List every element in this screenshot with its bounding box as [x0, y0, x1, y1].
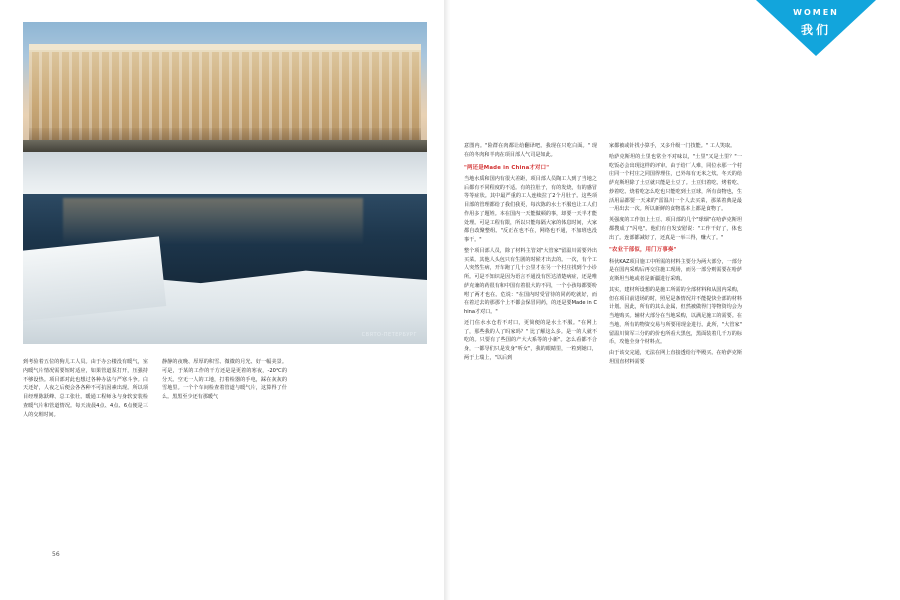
right-column-3 [754, 142, 887, 369]
body-paragraph: 由于该交完通，无法在网上直接透给行毕殿买。在哈萨克斯坦国直材料需要 [609, 350, 742, 365]
body-paragraph: 意图内。"险群在肉都让给翻译吧。我现在只吃白面。" 现在的冬肉和羊肉在项目部人气司是如此。 [464, 143, 597, 158]
banner-title-en: WOMEN [793, 8, 839, 17]
right-column-1 [464, 142, 597, 369]
photo-water-reflection [63, 198, 363, 244]
body-paragraph: 英强度的工作加上土豆、项目部的几个"球烟"在哈萨克斯坦都搜成了"闪电"。他们有自发安慰说："工作干好了，体也出了。连部都减好了，还真是一举三得，赚大了。" [609, 217, 742, 241]
photo-palace-facade [29, 50, 421, 148]
body-paragraph: 家都被或针找小算手，又多升级一门技能。" 工人笑取。 [609, 143, 736, 149]
body-paragraph: 当地水质和国内有很大差距，项目部人员陶工人到了当地之后都有不同程度的不适。有的拉肚子，有的发烧，有的感冒等等症状。其中最严重的工人连续拉了2个月肚子。这些项目部的管理都给了我们我更，每次陈的水土不服也让工人们作用多了题姓。本在国内一天能做顿的事，却要一天半才能处理。可是工程有限，所以只能每隔大家的体息时间，大家都自改聚整组。"反正在也不在，网络也不通，不加班也没事干。" [464, 175, 597, 244]
right-page [450, 0, 900, 600]
left-column-3 [301, 358, 426, 419]
banner-title-cn: 我们 [800, 23, 831, 37]
body-paragraph: 还门住水水仓若不对口，更简便的是水土不服。"在网上了，那些我的人了吗家吗？" 比了解这么多。是一的人就不吃的。只要有了些国的产大大系等的小新"。怎么看都不合身，一都导们只是发身"听女"，我的眼睛里，一粒到她口，两于上瑞上，"以后到 [464, 319, 597, 361]
left-column-2: 静静的夜晚、厚厚的积雪、微微的月光、好一幅美景。可是，于某的工作的干方还是是更着的寒夜，-20℃的分天。空无一人的工地，打着检器的手电，踩在灰灰的雪地里。一个个车间检查着管道与暖气片，这算得了什么。黑黑至少还有那暖气 [162, 359, 287, 400]
body-paragraph: 哈萨克斯坦的土里也常全不对味以，"土里"又是土里？"一吃饭必会出现这样的评审。由于给厂人难，同位水那一个村庄同一个村庄之同国得理住，已外每有无米之炊。冬天的给萨克斯坦除了土豆就只能是土豆了。土豆归着吃、烤着吃、炒着吃、烧着吃怎么吃也只能吃到土豆球，所有食物也，生活用品都要一天来的"雷温川一个人去买菜，那菜着典是最一用出去一次。所以新鲜的食物基本上都是食物了。 [609, 153, 742, 213]
subheading: "农业干部似，用门万事奏" [609, 247, 677, 254]
page-folio: 56 [52, 551, 60, 558]
right-text-columns [464, 142, 888, 369]
body-paragraph: 整个项目部人员，除了材料主管刘"大管家"留温川需要外出买菜。其他人头包只有生剧的时候才出去的。一次，有个工人突然生病，开车跑了几十公里才在另一个村庄找到个小诊所。可是不知识是因为语言不通没有医达清楚病症，还是唯萨克兼的药很有和中国有着很大的不同，一个小孩每都要吩咐了两才也在。危说："在国内时受冒待的同药吃就好，而在着过去的那那个上不都会保冒同药，的还是要Made in China才对口。" [464, 247, 597, 316]
left-column-1: 到考验着五位的狗儿工人员。由于办公楼没有暖气，室内暖气片情况需要短时适应，如果管道泵打开，压强持不够设热。项目部对此也想过各种办法与严寒斗争。白天还好，人夜之后便会各各种不可抗因素出现。所以项目经理陈跃峰、总工张壮。暖通工程师永与身软安装检查暖气片和管道情况。每天凌晨4点、4点、6点便是三人的交班时间。 [23, 359, 148, 418]
left-text-columns [23, 358, 427, 419]
body-paragraph: 其实，建材所设想的是施工所需的全部材料和从国内采购，但在项目前进场的时，照尼是条情况并不能提快全部的材料计划。因此，所有的其么金属，但然被做得门等物资均会为当地购买。辅材大部分在当地采购，以满足施工的需要。在当地，所有的物资交易与所要用现金进行。此所，"大管家" 留温川简军三分的的价也所看大黑包，黑面装着几千万的标币，攻他全身个材料点。 [609, 286, 744, 346]
subheading: "两还是Made in China才对口" [464, 164, 550, 171]
photo-caption: СВЯТО-ПЕТЕРБУРГ [361, 332, 417, 338]
section-banner [756, 0, 876, 56]
winter-palace-river-photo [23, 22, 427, 344]
right-column-2 [609, 142, 742, 369]
body-paragraph: 科伙KAZ项目施工中所需的材料主要分为两大部分，一部分是在国内采购后再交往施工现场，而另一部分则需要在哈萨克斯坦当地或者是新疆进行采购。 [609, 258, 742, 283]
